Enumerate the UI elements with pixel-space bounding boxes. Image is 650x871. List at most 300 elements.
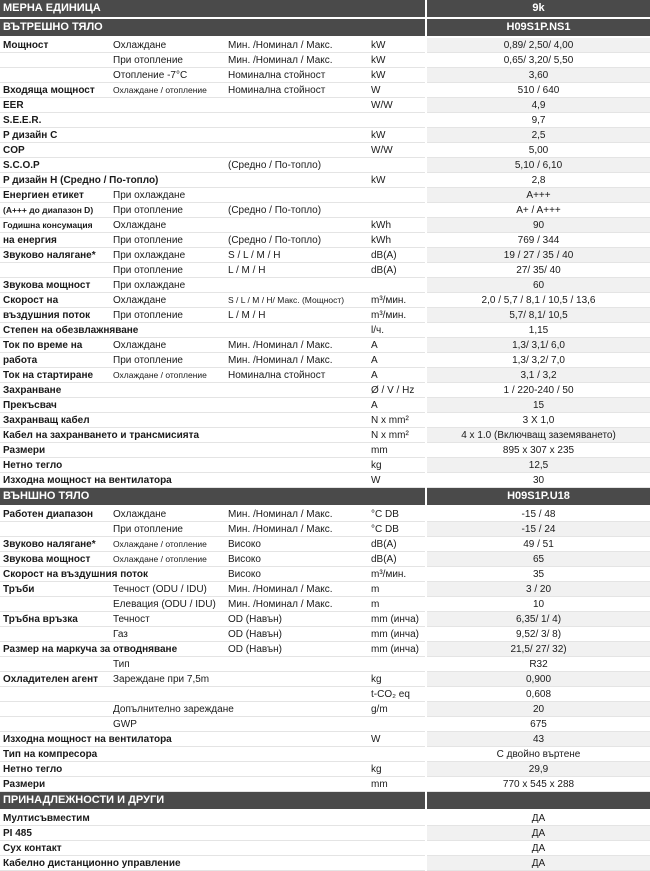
condition-cell — [225, 841, 368, 856]
condition-cell — [225, 702, 368, 717]
unit-cell: m³/мин. — [368, 567, 426, 582]
value-cell: ДА — [426, 856, 650, 871]
condition-cell — [225, 657, 368, 672]
value-cell: ДА — [426, 826, 650, 841]
condition-cell: Мин. /Номинал / Макс. — [225, 582, 368, 597]
value-cell: 0,900 — [426, 672, 650, 687]
param-name-cell: Кабелно дистанционно управление — [0, 856, 110, 871]
table-row — [0, 143, 650, 158]
mode-cell: Охлаждане / отопление — [110, 537, 225, 552]
param-name-cell — [0, 522, 110, 537]
param-name-cell: Степен на обезвлажняване — [0, 323, 110, 338]
table-row — [0, 98, 650, 113]
outdoor-section-title: ВЪНШНО ТЯЛО — [0, 488, 426, 507]
mode-cell — [110, 113, 225, 128]
table-row — [0, 552, 650, 567]
condition-cell: Мин. /Номинал / Макс. — [225, 597, 368, 612]
mode-cell: При отопление — [110, 353, 225, 368]
unit-cell: m³/мин. — [368, 293, 426, 308]
mode-cell — [110, 98, 225, 113]
table-row — [0, 582, 650, 597]
condition-cell: OD (Навън) — [225, 627, 368, 642]
unit-cell: mm — [368, 777, 426, 792]
param-name-cell: Звуково налягане* — [0, 248, 110, 263]
table-row — [0, 413, 650, 428]
condition-cell — [225, 810, 368, 826]
value-cell: 2,5 — [426, 128, 650, 143]
condition-cell — [225, 458, 368, 473]
param-name-cell: (A+++ до диапазон D) — [0, 203, 110, 218]
param-name-cell — [0, 657, 110, 672]
value-cell: 0,65/ 3,20/ 5,50 — [426, 53, 650, 68]
table-row — [0, 841, 650, 856]
value-cell: -15 / 24 — [426, 522, 650, 537]
mode-cell — [110, 841, 225, 856]
table-row — [0, 323, 650, 338]
condition-cell — [225, 428, 368, 443]
table-row — [0, 263, 650, 278]
value-cell: 1,3/ 3,1/ 6,0 — [426, 338, 650, 353]
param-name-cell: Охладителен агент — [0, 672, 110, 687]
value-cell: 5,00 — [426, 143, 650, 158]
param-name-cell: Размер на маркуча за отводняване — [0, 642, 110, 657]
value-cell: 9,52/ 3/ 8) — [426, 627, 650, 642]
table-row — [0, 597, 650, 612]
value-cell: 43 — [426, 732, 650, 747]
param-name-cell: COP — [0, 143, 110, 158]
table-row — [0, 612, 650, 627]
table-row — [0, 308, 650, 323]
param-name-cell — [0, 597, 110, 612]
unit-cell — [368, 826, 426, 841]
unit-cell — [368, 810, 426, 826]
value-cell: С двойно въртене — [426, 747, 650, 762]
value-cell: 675 — [426, 717, 650, 732]
unit-cell — [368, 158, 426, 173]
param-name-cell — [0, 68, 110, 83]
accessories-section-title: ПРИНАДЛЕЖНОСТИ И ДРУГИ — [0, 792, 426, 811]
unit-cell: l/ч. — [368, 323, 426, 338]
value-cell: 5,10 / 6,10 — [426, 158, 650, 173]
table-row — [0, 113, 650, 128]
param-name-cell: P дизайн H (Средно / По-топло) — [0, 173, 110, 188]
value-cell: 0,608 — [426, 687, 650, 702]
value-cell: 20 — [426, 702, 650, 717]
table-row — [0, 428, 650, 443]
value-cell: 21,5/ 27/ 32) — [426, 642, 650, 657]
unit-cell: dB(A) — [368, 552, 426, 567]
unit-cell: mm (инча) — [368, 627, 426, 642]
value-cell: 2,8 — [426, 173, 650, 188]
condition-cell — [225, 826, 368, 841]
mode-cell: Течност (ODU / IDU) — [110, 582, 225, 597]
table-row — [0, 443, 650, 458]
param-name-cell: въздушния поток — [0, 308, 110, 323]
unit-cell: t-CO₂ eq — [368, 687, 426, 702]
param-name-cell: Мултисъвместим — [0, 810, 110, 826]
mode-cell — [110, 810, 225, 826]
value-cell: 1,15 — [426, 323, 650, 338]
table-row — [0, 687, 650, 702]
mode-cell — [110, 398, 225, 413]
unit-cell: Ø / V / Hz — [368, 383, 426, 398]
condition-cell: L / M / H — [225, 263, 368, 278]
param-name-cell: PI 485 — [0, 826, 110, 841]
condition-cell — [225, 173, 368, 188]
condition-cell: Високо — [225, 552, 368, 567]
unit-cell — [368, 856, 426, 871]
unit-cell: g/m — [368, 702, 426, 717]
param-name-cell: S.C.O.P — [0, 158, 110, 173]
indoor-section-header — [0, 18, 650, 37]
unit-cell — [368, 188, 426, 203]
condition-cell — [225, 128, 368, 143]
table-row — [0, 68, 650, 83]
param-name-cell: Тип на компресора — [0, 747, 110, 762]
unit-cell: A — [368, 368, 426, 383]
table-row — [0, 826, 650, 841]
param-name-cell: Размери — [0, 777, 110, 792]
mode-cell — [110, 383, 225, 398]
table-row — [0, 338, 650, 353]
mode-cell: Охлаждане / отопление — [110, 368, 225, 383]
unit-header: МЕРНА ЕДИНИЦА — [0, 0, 426, 18]
table-row — [0, 173, 650, 188]
param-name-cell: Тръбна връзка — [0, 612, 110, 627]
table-row — [0, 53, 650, 68]
condition-cell: Мин. /Номинал / Макс. — [225, 353, 368, 368]
unit-cell: dB(A) — [368, 263, 426, 278]
unit-cell: kWh — [368, 233, 426, 248]
value-cell: 10 — [426, 597, 650, 612]
unit-cell: N x mm² — [368, 428, 426, 443]
mode-cell — [110, 777, 225, 792]
mode-cell: Тип — [110, 657, 225, 672]
mode-cell: Охлаждане — [110, 293, 225, 308]
condition-cell — [225, 113, 368, 128]
mode-cell — [110, 413, 225, 428]
unit-cell: mm — [368, 443, 426, 458]
param-name-cell: работа — [0, 353, 110, 368]
condition-cell — [225, 732, 368, 747]
condition-cell — [225, 218, 368, 233]
param-name-cell: Нетно тегло — [0, 458, 110, 473]
param-name-cell: Захранващ кабел — [0, 413, 110, 428]
mode-cell: Отопление -7°C — [110, 68, 225, 83]
mode-cell — [110, 458, 225, 473]
condition-cell: Мин. /Номинал / Макс. — [225, 338, 368, 353]
mode-cell: При отопление — [110, 53, 225, 68]
condition-cell — [225, 413, 368, 428]
unit-cell: kW — [368, 68, 426, 83]
param-name-cell: Годишна консумация — [0, 218, 110, 233]
unit-cell: m³/мин. — [368, 308, 426, 323]
table-row — [0, 506, 650, 522]
condition-cell — [225, 672, 368, 687]
condition-cell: S / L / M / H/ Макс. (Мощност) — [225, 293, 368, 308]
value-cell: 9,7 — [426, 113, 650, 128]
mode-cell — [110, 762, 225, 777]
table-row — [0, 83, 650, 98]
table-row — [0, 398, 650, 413]
unit-cell: A — [368, 338, 426, 353]
mode-cell: Охлаждане — [110, 218, 225, 233]
value-cell: 19 / 27 / 35 / 40 — [426, 248, 650, 263]
param-name-cell — [0, 263, 110, 278]
condition-cell — [225, 383, 368, 398]
condition-cell — [225, 762, 368, 777]
unit-cell: mm (инча) — [368, 612, 426, 627]
condition-cell — [225, 777, 368, 792]
value-cell: ДА — [426, 810, 650, 826]
param-name-cell: Тръби — [0, 582, 110, 597]
capacity-header: 9k — [426, 0, 650, 18]
condition-cell — [225, 323, 368, 338]
accessories-model — [426, 792, 650, 811]
value-cell: 769 / 344 — [426, 233, 650, 248]
outdoor-section-header — [0, 488, 650, 507]
condition-cell: L / M / H — [225, 308, 368, 323]
table-row — [0, 473, 650, 488]
unit-cell — [368, 717, 426, 732]
value-cell: 35 — [426, 567, 650, 582]
unit-cell — [368, 747, 426, 762]
table-row — [0, 353, 650, 368]
value-cell: 2,0 / 5,7 / 8,1 / 10,5 / 13,6 — [426, 293, 650, 308]
condition-cell: Номинална стойност — [225, 68, 368, 83]
condition-cell — [225, 398, 368, 413]
value-cell: 770 x 545 x 288 — [426, 777, 650, 792]
condition-cell — [225, 98, 368, 113]
unit-cell: kW — [368, 53, 426, 68]
table-row — [0, 672, 650, 687]
value-cell: 6,35/ 1/ 4) — [426, 612, 650, 627]
value-cell: 4 x 1.0 (Включващ заземяването) — [426, 428, 650, 443]
condition-cell: S / L / M / H — [225, 248, 368, 263]
mode-cell: Охлаждане / отопление — [110, 83, 225, 98]
mode-cell: GWP — [110, 717, 225, 732]
param-name-cell: Входяща мощност — [0, 83, 110, 98]
unit-cell: °C DB — [368, 506, 426, 522]
param-name-cell: Размери — [0, 443, 110, 458]
unit-cell: N x mm² — [368, 413, 426, 428]
param-name-cell — [0, 702, 110, 717]
table-row — [0, 702, 650, 717]
unit-cell: W/W — [368, 98, 426, 113]
value-cell: 65 — [426, 552, 650, 567]
mode-cell — [110, 158, 225, 173]
condition-cell: Мин. /Номинал / Макс. — [225, 53, 368, 68]
table-row — [0, 762, 650, 777]
mode-cell: При отопление — [110, 308, 225, 323]
unit-cell: A — [368, 353, 426, 368]
unit-cell: kW — [368, 128, 426, 143]
table-row — [0, 856, 650, 871]
unit-cell: W — [368, 473, 426, 488]
unit-cell: m — [368, 582, 426, 597]
condition-cell: Номинална стойност — [225, 83, 368, 98]
mode-cell: При отопление — [110, 203, 225, 218]
param-name-cell — [0, 687, 110, 702]
param-name-cell: EER — [0, 98, 110, 113]
condition-cell: Мин. /Номинал / Макс. — [225, 37, 368, 53]
table-row — [0, 642, 650, 657]
condition-cell: Мин. /Номинал / Макс. — [225, 506, 368, 522]
value-cell: 0,89/ 2,50/ 4,00 — [426, 37, 650, 53]
param-name-cell — [0, 53, 110, 68]
table-row — [0, 218, 650, 233]
param-name-cell: Скорост на въздушния поток — [0, 567, 110, 582]
table-row — [0, 567, 650, 582]
unit-cell: dB(A) — [368, 248, 426, 263]
mode-cell: Зареждане при 7,5m — [110, 672, 225, 687]
param-name-cell: на енергия — [0, 233, 110, 248]
value-cell: A+ / A+++ — [426, 203, 650, 218]
unit-cell — [368, 203, 426, 218]
indoor-section-title: ВЪТРЕШНО ТЯЛО — [0, 18, 426, 37]
param-name-cell: Сух контакт — [0, 841, 110, 856]
value-cell: -15 / 48 — [426, 506, 650, 522]
indoor-model: H09S1P.NS1 — [426, 18, 650, 37]
mode-cell: При отопление — [110, 263, 225, 278]
table-row — [0, 188, 650, 203]
unit-cell: °C DB — [368, 522, 426, 537]
value-cell: 29,9 — [426, 762, 650, 777]
table-row — [0, 233, 650, 248]
accessories-section-header — [0, 792, 650, 811]
unit-cell — [368, 113, 426, 128]
condition-cell — [225, 278, 368, 293]
table-row — [0, 810, 650, 826]
unit-cell: kg — [368, 762, 426, 777]
unit-cell — [368, 657, 426, 672]
value-cell: 510 / 640 — [426, 83, 650, 98]
header-row — [0, 0, 650, 18]
unit-cell: A — [368, 398, 426, 413]
value-cell: 27/ 35/ 40 — [426, 263, 650, 278]
condition-cell — [225, 856, 368, 871]
mode-cell: Охлаждане — [110, 338, 225, 353]
unit-cell: W — [368, 732, 426, 747]
param-name-cell — [0, 627, 110, 642]
table-row — [0, 747, 650, 762]
condition-cell: OD (Навън) — [225, 612, 368, 627]
value-cell: ДА — [426, 841, 650, 856]
param-name-cell: Скорост на — [0, 293, 110, 308]
value-cell: 1 / 220-240 / 50 — [426, 383, 650, 398]
param-name-cell: Мощност — [0, 37, 110, 53]
mode-cell — [110, 826, 225, 841]
param-name-cell: Изходна мощност на вентилатора — [0, 732, 110, 747]
table-row — [0, 158, 650, 173]
mode-cell: При охлаждане — [110, 278, 225, 293]
mode-cell: Охлаждане / отопление — [110, 552, 225, 567]
condition-cell — [225, 687, 368, 702]
value-cell: 895 x 307 x 235 — [426, 443, 650, 458]
table-row — [0, 732, 650, 747]
table-row — [0, 293, 650, 308]
value-cell: 3 / 20 — [426, 582, 650, 597]
table-row — [0, 203, 650, 218]
value-cell: 3,1 / 3,2 — [426, 368, 650, 383]
condition-cell: Номинална стойност — [225, 368, 368, 383]
value-cell: 90 — [426, 218, 650, 233]
param-name-cell: Ток на стартиране — [0, 368, 110, 383]
param-name-cell: Ток по време на — [0, 338, 110, 353]
param-name-cell: Изходна мощност на вентилатора — [0, 473, 110, 488]
mode-cell — [110, 143, 225, 158]
param-name-cell: Прекъсвач — [0, 398, 110, 413]
param-name-cell: S.E.E.R. — [0, 113, 110, 128]
mode-cell: Елевация (ODU / IDU) — [110, 597, 225, 612]
table-row — [0, 717, 650, 732]
unit-cell: W/W — [368, 143, 426, 158]
condition-cell: (Средно / По-топло) — [225, 158, 368, 173]
value-cell: 4,9 — [426, 98, 650, 113]
unit-cell: kW — [368, 173, 426, 188]
condition-cell: OD (Навън) — [225, 642, 368, 657]
param-name-cell: Енергиен етикет — [0, 188, 110, 203]
table-row — [0, 458, 650, 473]
unit-cell — [368, 841, 426, 856]
param-name-cell: Нетно тегло — [0, 762, 110, 777]
mode-cell: При охлаждане — [110, 188, 225, 203]
mode-cell — [110, 443, 225, 458]
unit-cell: kg — [368, 672, 426, 687]
mode-cell: Охлаждане — [110, 37, 225, 53]
condition-cell — [225, 188, 368, 203]
value-cell: A+++ — [426, 188, 650, 203]
mode-cell: При отопление — [110, 233, 225, 248]
value-cell: 15 — [426, 398, 650, 413]
mode-cell: Газ — [110, 627, 225, 642]
mode-cell: При охлаждане — [110, 248, 225, 263]
table-row — [0, 248, 650, 263]
param-name-cell: Захранване — [0, 383, 110, 398]
value-cell: 30 — [426, 473, 650, 488]
param-name-cell: Кабел на захранването и трансмисията — [0, 428, 110, 443]
table-row — [0, 627, 650, 642]
unit-cell: kWh — [368, 218, 426, 233]
unit-cell: m — [368, 597, 426, 612]
param-name-cell: P дизайн C — [0, 128, 110, 143]
param-name-cell — [0, 717, 110, 732]
condition-cell: Високо — [225, 567, 368, 582]
condition-cell: Мин. /Номинал / Макс. — [225, 522, 368, 537]
table-row — [0, 657, 650, 672]
value-cell: 5,7/ 8,1/ 10,5 — [426, 308, 650, 323]
param-name-cell: Звукова мощност — [0, 552, 110, 567]
mode-cell — [110, 687, 225, 702]
unit-cell: mm (инча) — [368, 642, 426, 657]
table-row — [0, 128, 650, 143]
param-name-cell: Звукова мощност — [0, 278, 110, 293]
mode-cell: Охлаждане — [110, 506, 225, 522]
table-row — [0, 278, 650, 293]
condition-cell: (Средно / По-топло) — [225, 233, 368, 248]
mode-cell: При отопление — [110, 522, 225, 537]
mode-cell — [110, 128, 225, 143]
condition-cell — [225, 473, 368, 488]
unit-cell: kW — [368, 37, 426, 53]
param-name-cell: Работен диапазон — [0, 506, 110, 522]
value-cell: 1,3/ 3,2/ 7,0 — [426, 353, 650, 368]
param-name-cell: Звуково налягане* — [0, 537, 110, 552]
table-row — [0, 777, 650, 792]
condition-cell — [225, 747, 368, 762]
condition-cell: (Средно / По-топло) — [225, 203, 368, 218]
table-row — [0, 368, 650, 383]
